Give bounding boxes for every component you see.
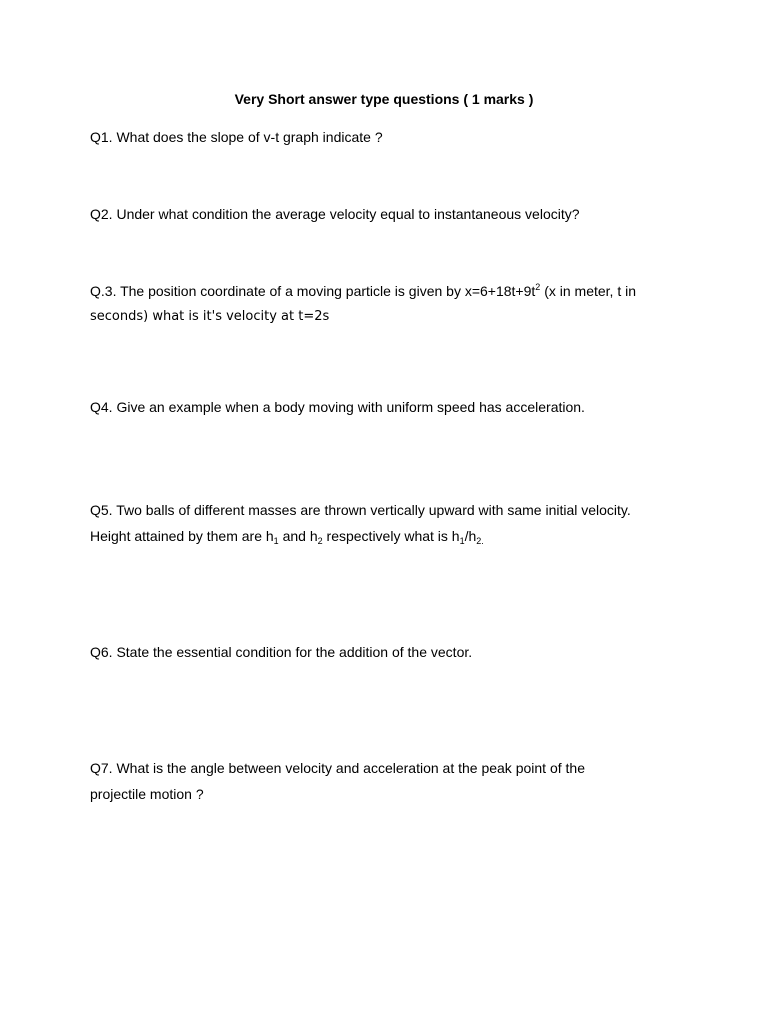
question-5-text-d: /h (464, 528, 477, 544)
question-2 (90, 201, 690, 227)
superscript: 2 (535, 282, 541, 292)
question-3-line-1 (90, 278, 690, 304)
question-7-line-2: projectile motion ? (90, 786, 204, 802)
question-3-text-a: Q.3. The position coordinate of a moving particle is given by x=6+18t+9t (90, 283, 536, 299)
question-6 (90, 639, 690, 665)
question-7-line-1: Q7. What is the angle between velocity and acceleration at the peak point of the (90, 760, 585, 776)
subscript: 1 (459, 536, 465, 546)
subscript: 2. (476, 536, 484, 546)
question-5-line-1: Q5. Two balls of different masses are thrown vertically upward with same initial velocity. (90, 502, 631, 518)
question-5-text-b: and h (278, 528, 318, 544)
question-3-text-b: (x in meter, t in (540, 283, 637, 299)
question-5 (90, 497, 690, 549)
question-5-text-c: respectively what is h (322, 528, 460, 544)
question-4-text: Q4. Give an example when a body moving with uniform speed has acceleration. (90, 399, 585, 415)
question-4 (90, 394, 690, 420)
question-2-text: Q2. Under what condition the average velocity equal to instantaneous velocity? (90, 206, 580, 222)
subscript: 1 (273, 536, 279, 546)
question-3 (90, 278, 690, 330)
question-1 (90, 124, 690, 150)
page-title: Very Short answer type questions ( 1 marks ) (234, 91, 534, 107)
question-5-line-2 (90, 523, 690, 549)
question-6-text: Q6. State the essential condition for the addition of the vector. (90, 644, 473, 660)
question-7 (90, 755, 690, 807)
question-5-text-a: Height attained by them are h (90, 528, 274, 544)
question-1-text: Q1. What does the slope of v-t graph indicate ? (90, 129, 383, 145)
subscript: 2 (317, 536, 323, 546)
question-3-line-2: seconds) what is it's velocity at t=2s (90, 309, 330, 324)
